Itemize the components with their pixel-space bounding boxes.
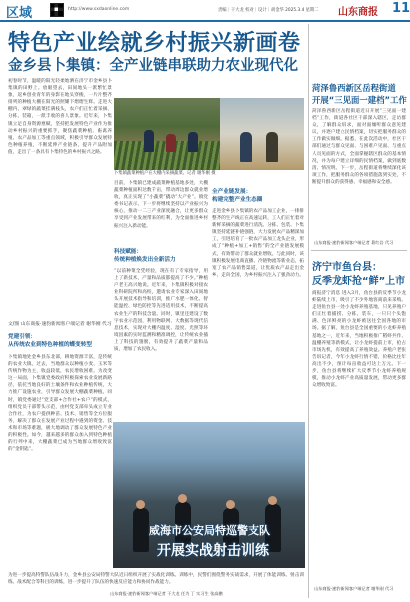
- section-label: 区域: [6, 6, 33, 21]
- masthead: [0, 0, 410, 22]
- right-top-title-1: 菏泽鲁西新区岳程街道: [312, 83, 396, 93]
- paper-name: 山东商报: [338, 7, 378, 18]
- photo-byline: 山东商报·速豹新闻客户端记者 干大龙 任为 丁 实习生 张高鹏: [110, 591, 223, 596]
- right-top-body: 菏泽鲁西新区岳程街道近日开展“三见面一建档”工作，街道各社区干部深入辖区，走访群众，了解群众诉求，面对面倾听群众意见建议，并逐户建立民情档案，切实把服务群众的工作做实做细。据悉，在此次活动中，社区干部们通过与群众见面、与困难户见面、与重点人员见面的方式，全面掌握辖区群众的基本情况，并为每户建立详细的民情档案，做到底数清、情况明。下一步，岳程街道将继续深化该项工作，把服务群众的各项措施落到实处，不断提升群众的获得感、幸福感和安全感。: [312, 109, 406, 185]
- subhead-tech-b: 传统种植焕发出全新活力: [114, 257, 176, 263]
- greenhouse-photo: [220, 98, 304, 170]
- farm-photo: [114, 98, 220, 170]
- lead-para-4: “以前种菜全凭经验，现在有了专家指导，用上了新技术，产量和品质都提高了不少。”种植户老王高兴地说。近年来，卜集镇积极对接农业科研院所和高校，邀请农业专家深入田间地头开展技术指导和培训，推广水肥一体化、智能温控、绿色防控等先进适用技术，不断提高农业生产的科技含量。同时，镇里还建设了数字农业示范园，利用物联网、大数据等现代信息技术，实现对大棚内温度、湿度、光照等环境因素的实时监测和精准调控，让传统农业插上了科技的翅膀，有效提升了蔬菜产量和品质，增加了农民收入。: [114, 269, 208, 353]
- right-bottom-title-1: 济宁市鱼台县：: [312, 262, 382, 273]
- site-url[interactable]: http://www.sxdaonline.com: [68, 7, 130, 12]
- lead-subheadline: 金乡县卜集镇：全产业链串联助力农业现代化: [8, 58, 298, 74]
- lead-para-3: 卜集镇地处金乡县东北部，耕地资源丰富，是传统的农业大镇。过去，当地群众以种植小麦、玉米等传统作物为主，收益较低，农民增收困难。为改变这一局面，卜集镇党委政府积极探索农业发展新路径，依托当地良好的土壤条件和农业种植传统，大力推广设施农业，引导群众发展大棚蔬菜种植。同时，镇党委通过“党支部+合作社+农户”的模式，组织党员干部带头示范，由村党支部牵头成立专业合作社，为农户提供种苗、技术、销售等全方位服务，解决了群众在发展产业过程中遇到的资金、技术和市场等难题，极大地调动了群众发展特色产业的积极性。如今，越来越多的群众加入到特色种植的行列中来，大棚蔬菜已成为当地群众增收致富的“金钥匙”。: [8, 355, 112, 453]
- right-top-byline: 山东商报·速豹新闻客户端记者 葛红岩 代习: [314, 240, 394, 245]
- subhead-chain-b: 构建完整产业生态圈: [212, 197, 263, 203]
- right-bottom-body: 商报济宁消息 进入3月，鱼台县的反季节小龙虾陆续上市，吸引了不少外地客商前来采购。走进鱼台县一处小龙虾养殖基地，只见养殖户们正忙着捕捞、分拣、装车，一只只个头饱满、色泽鲜亮的小龙虾被送往全国各地的市场。据了解，鱼台县是全国重要的小龙虾养殖基地之一，近年来，当地积极推广稻虾共作、温棚养殖等新模式，让小龙虾提前上市，抢占市场先机，有效提高了养殖效益。养殖户老张告诉记者，今年小龙虾行情不错，价格比往年高出不少，预计每亩收益可达上万元。下一步，鱼台县将继续扩大反季节小龙虾养殖规模，推动小龙虾产业高质量发展，带动更多群众增收致富。: [312, 291, 406, 389]
- police-caption-2: 开展实战射击训练: [157, 543, 269, 559]
- right-bottom-title-2: 反季龙虾抢“鲜”上市: [312, 276, 406, 287]
- police-photo-caption: 为进一步提高特警队伍战斗力，金乡县公安局特警大队近日组织开展了实战化训练。训练中，民警们围绕警务实战需求，开展了体能训练、射击训练、战术配合等科目的训练，进一步提升了队伍的快速反应能力和协同作战能力。: [8, 573, 304, 586]
- page-number: 11: [392, 1, 410, 16]
- subhead-tech: 科技赋能：: [114, 249, 142, 255]
- subhead-party: 党建引领：: [8, 334, 36, 340]
- right-bottom-byline: 山东商报·速豹新闻客户端记者 谢华刚 代习: [314, 586, 394, 591]
- lead-byline: 文/图 山东商报·速豹新闻客户端记者 谢华刚 代习: [8, 322, 112, 327]
- subhead-party-b: 从传统农业到特色种植的蝶变转型: [8, 342, 92, 348]
- right-top-title-2: 开展“三见面一建档”工作: [312, 95, 407, 105]
- qr-code-icon: [50, 3, 64, 17]
- lead-para-2: 目前，卜集镇已建成蔬菜种植基地多处，大棚蔬菜种植面积达数千亩，带动周边群众就业增收，真正实现了“小蔬菜”撬动“大产业”。镇党委书记表示，下一步将继续坚持以产业振兴为核心，推动一二三产业深度融合，让更多群众享受到产业发展带来的红利，为全面推进乡村振兴注入新动能。: [114, 181, 208, 229]
- subhead-chain: 全产业链发展：: [212, 189, 252, 195]
- edition-meta: 责编｜干大龙 校对｜设计｜胡金华 2025.3.4 星期二: [218, 8, 319, 13]
- lead-para-5: 走进金乡县卜集镇的农产品加工企业，一排排整齐的生产线正在高速运转，工人们正忙着对新鲜采摘的蔬菜进行清洗、分拣、包装。卜集镇坚持延链补链强链，大力发展农产品精深加工，引进培育了一批农产品加工龙头企业，形成了“种植+加工+销售”的全产业链发展模式，有效带动了群众就业增收。与此同时，该镇积极发展电商直播、冷链物流等新业态，拓宽了农产品销售渠道，让优质农产品走出金乡、走向全国，为乡村振兴注入了强劲动力。: [212, 209, 304, 278]
- column-divider: [308, 24, 309, 598]
- right-divider: [311, 250, 407, 251]
- police-caption-1: 威海市公安局特巡警支队: [149, 524, 270, 537]
- police-training-photo: [113, 422, 305, 568]
- photo-caption: 卜集镇蔬菜种植户在大棚内采摘蔬菜。记者 谢华刚 摄: [114, 171, 216, 176]
- lead-para-1: 初春时节，温暖的阳光轻柔地洒在济宁市金乡县卜集镇的田野上。放眼望去，田间地头一派繁忙景象，返乡创业青年的身影在地头穿梭，一片片整齐排列的种植大棚在阳光的照耀下熠熠生辉。走进大棚内，翠绿的蔬菜挂满枝头，农户们正忙着采摘、分拣、装箱，一派丰收的喜人景象。近年来，卜集镇立足自身资源禀赋，坚持把发展特色产业作为推动乡村振兴的重要抓手，聚焦蔬菜种植、畜禽养殖、农产品加工等重点领域，积极引导群众发展特色种植养殖，不断延伸产业链条，提升产品附加值，走出了一条具有卜集特色的乡村振兴之路。: [8, 79, 112, 155]
- lead-headline: 特色产业绘就乡村振兴新画卷: [8, 31, 301, 56]
